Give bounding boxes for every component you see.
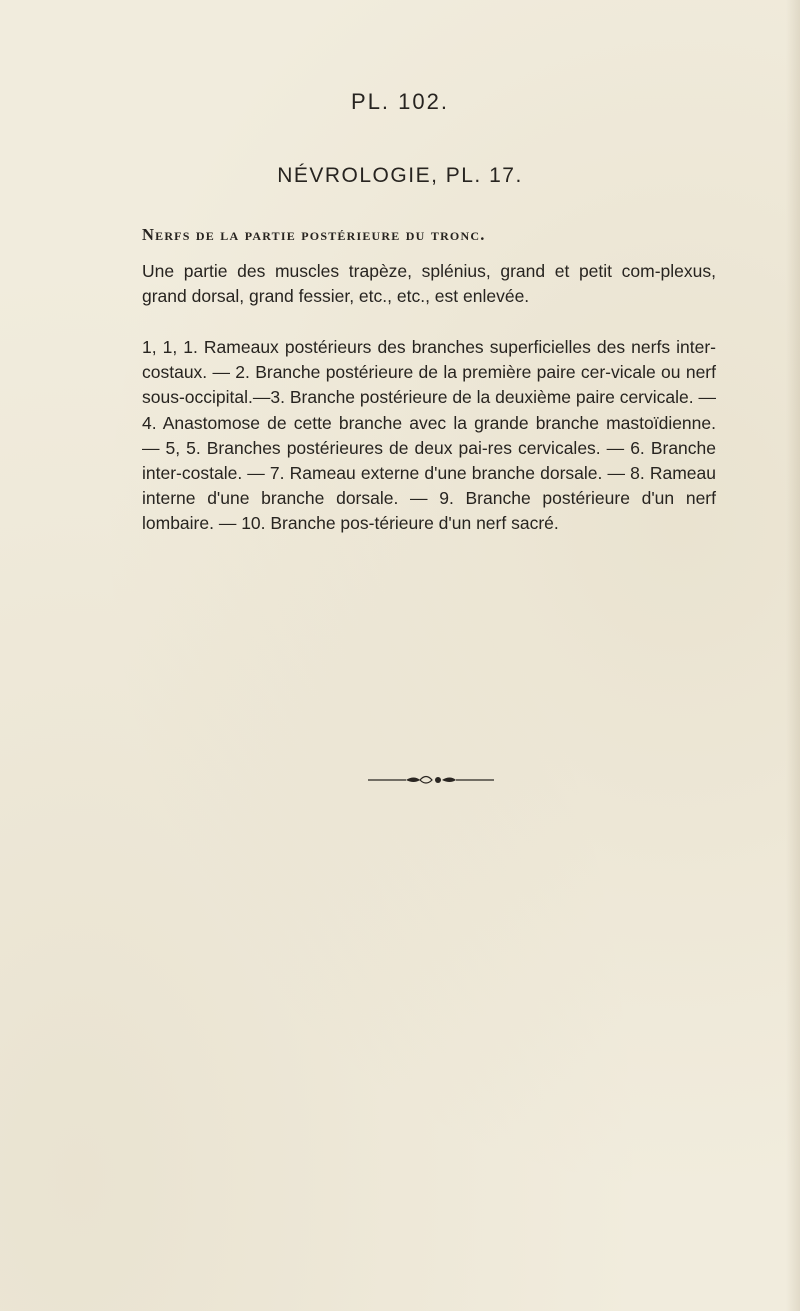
section-title: NÉVROLOGIE, PL. 17. <box>277 164 523 187</box>
page-edge-shadow <box>786 0 800 1311</box>
plate-number: PL. 102. <box>351 89 449 114</box>
plate-title: Nerfs de la partie postérieure du tronc. <box>142 225 486 244</box>
intro-paragraph: Une partie des muscles trapèze, splénius, grand et petit com-plexus, grand dorsal, grand fessier, etc., etc., est enlevée. <box>142 261 716 307</box>
legend-paragraph: 1, 1, 1. Rameaux postérieurs des branches superficielles des nerfs inter-costaux. — 2. Branche postérieure de la première paire cer-vicale ou nerf sous-occipital.—3. Branche postérieure de la deuxième paire cervicale. — 4. Anastomose de cette branche avec la grande branche mastoïdienne. — 5, 5. Branches postérieures de deux pai-res cervicales. — 6. Branche inter-costale. — 7. Rameau externe d'une branche dorsale. — 8. Rameau interne d'une branche dorsale. — 9. Branche postérieure d'un nerf lombaire. — 10. Branche pos-térieure d'un nerf sacré. <box>142 337 716 534</box>
fleuron-rule-icon <box>366 772 496 786</box>
